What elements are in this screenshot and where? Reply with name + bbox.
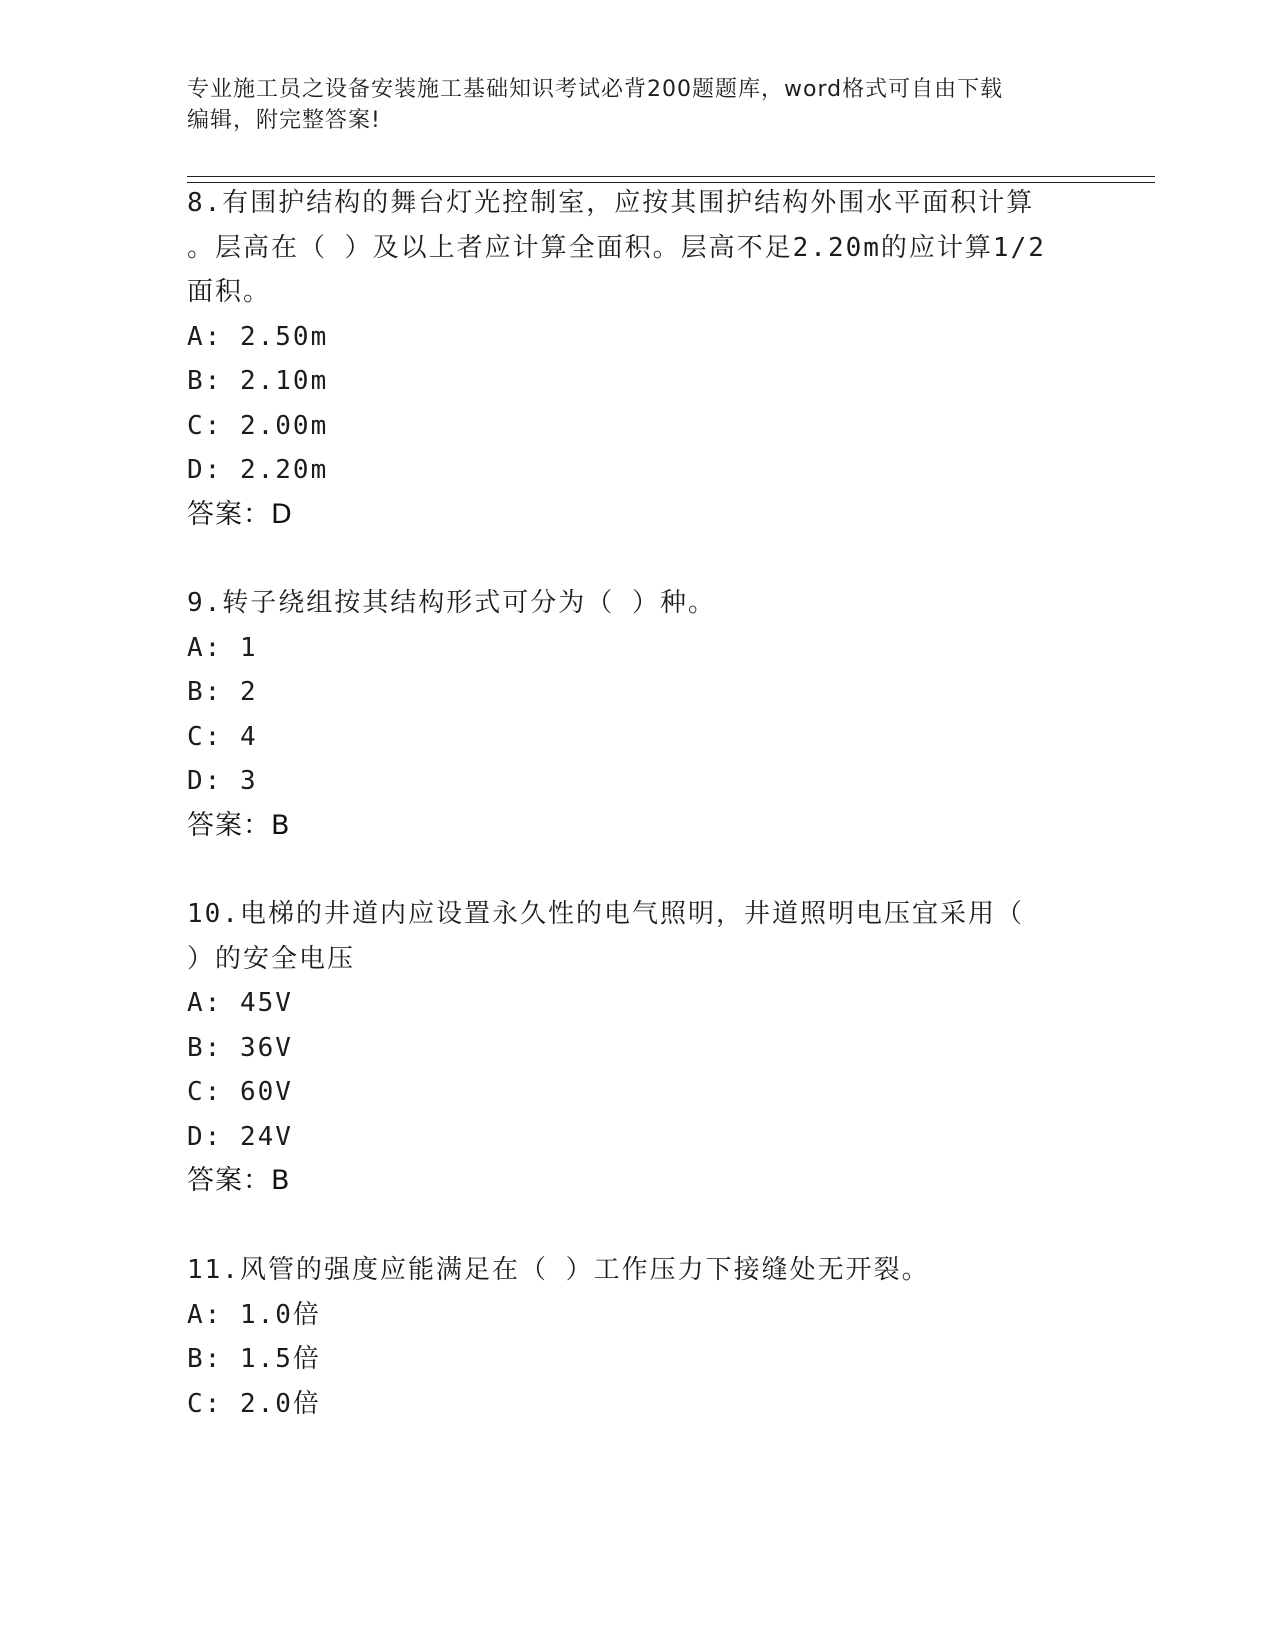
question-11-option-a: A: 1.0倍 <box>187 1300 321 1330</box>
question-9-answer: 答案：B <box>187 810 291 841</box>
question-10-stem-line-2: ）的安全电压 <box>187 944 356 974</box>
question-11-option-c: C: 2.0倍 <box>187 1389 321 1419</box>
header-divider-bottom <box>187 182 1155 183</box>
question-11-stem-line-1: 11.风管的强度应能满足在（ ）工作压力下接缝处无开裂。 <box>187 1255 930 1285</box>
question-10-answer: 答案：B <box>187 1165 291 1196</box>
question-8-answer: 答案：D <box>187 499 293 530</box>
question-8-stem-line-3: 面积。 <box>187 277 272 307</box>
question-10-option-c: C: 60V <box>187 1077 293 1107</box>
header-line-2: 编辑，附完整答案! <box>187 108 381 133</box>
question-9-option-a: A: 1 <box>187 633 258 663</box>
question-8-stem-line-2: 。层高在（ ）及以上者应计算全面积。层高不足2.20m的应计算1/2 <box>187 233 1046 263</box>
question-8-option-c: C: 2.00m <box>187 411 329 441</box>
question-10-option-b: B: 36V <box>187 1033 293 1063</box>
question-9-stem-line-1: 9.转子绕组按其结构形式可分为（ ）种。 <box>187 588 716 618</box>
question-8-stem-line-1: 8.有围护结构的舞台灯光控制室，应按其围护结构外围水平面积计算 <box>187 188 1035 218</box>
document-header-note <box>187 74 1067 136</box>
question-10-stem-line-1: 10.电梯的井道内应设置永久性的电气照明，井道照明电压宜采用（ <box>187 899 1024 929</box>
question-9-option-d: D: 3 <box>187 766 258 796</box>
question-10-option-d: D: 24V <box>187 1122 293 1152</box>
header-line-1: 专业施工员之设备安装施工基础知识考试必背200题题库，word格式可自由下载 <box>187 77 1004 102</box>
question-8-option-b: B: 2.10m <box>187 366 329 396</box>
header-divider-top <box>187 176 1155 177</box>
question-8-option-d: D: 2.20m <box>187 455 329 485</box>
question-11-option-b: B: 1.5倍 <box>187 1344 321 1374</box>
question-9-option-c: C: 4 <box>187 722 258 752</box>
question-9-option-b: B: 2 <box>187 677 258 707</box>
question-10-option-a: A: 45V <box>187 988 293 1018</box>
question-8-option-a: A: 2.50m <box>187 322 329 352</box>
